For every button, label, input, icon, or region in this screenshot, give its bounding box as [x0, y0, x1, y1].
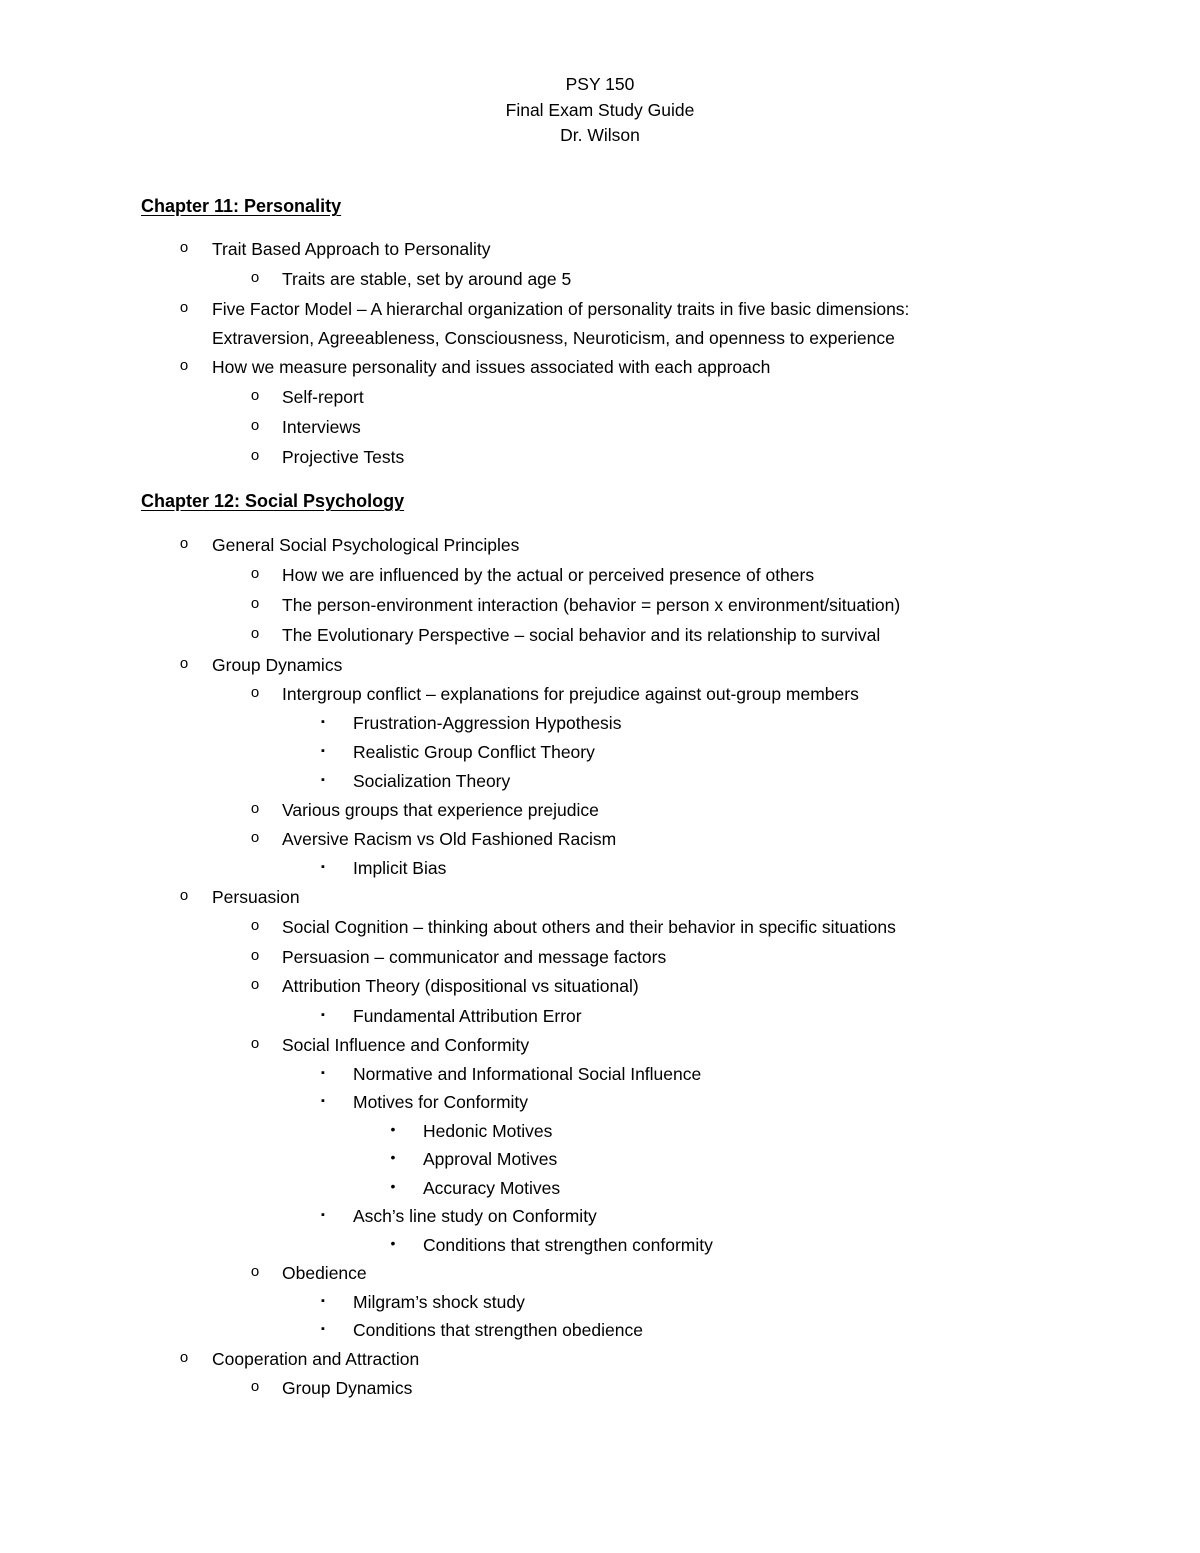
- list-item: o General Social Psychological Principles: [0, 535, 1200, 565]
- list-item: ▪ Normative and Informational Social Influence: [0, 1064, 1200, 1092]
- list-item: o How we measure personality and issues associated with each approach: [0, 357, 1200, 387]
- outline-bullet: o: [250, 565, 260, 582]
- outline-bullet: o: [250, 800, 260, 817]
- outline-bullet: ▪: [321, 1067, 325, 1079]
- outline-bullet: ▪: [321, 774, 325, 786]
- outline-bullet: o: [179, 535, 189, 552]
- document-header: [0, 72, 1200, 149]
- outline-bullet: •: [390, 1121, 396, 1137]
- instructor-name: Dr. Wilson: [560, 125, 640, 145]
- list-item: o How we are influenced by the actual or perceived presence of others: [0, 565, 1200, 595]
- list-item: o Group Dynamics: [0, 655, 1200, 684]
- list-item: o Five Factor Model – A hierarchal organization of personality traits in five basic dimensions:: [0, 299, 1200, 328]
- outline-bullet: o: [250, 269, 260, 286]
- list-item: o Intergroup conflict – explanations for prejudice against out-group members: [0, 684, 1200, 713]
- outline-bullet: ▪: [321, 745, 325, 757]
- outline-bullet: o: [250, 447, 260, 464]
- outline-bullet: o: [250, 829, 260, 846]
- chapter-12-heading: Chapter 12: Social Psychology: [141, 491, 405, 511]
- list-item: o Projective Tests: [0, 447, 1200, 477]
- list-item-continuation: Extraversion, Agreeableness, Consciousness, Neuroticism, and openness to experience: [212, 328, 895, 348]
- list-item: • Conditions that strengthen conformity: [0, 1235, 1200, 1263]
- list-item: o Obedience: [0, 1263, 1200, 1292]
- outline-bullet: ▪: [321, 1295, 325, 1307]
- course-code: PSY 150: [565, 74, 635, 94]
- outline-bullet: o: [250, 917, 260, 934]
- list-item: o Interviews: [0, 417, 1200, 447]
- outline-bullet: o: [179, 1349, 189, 1366]
- list-item: o Group Dynamics: [0, 1378, 1200, 1407]
- list-item: o Self-report: [0, 387, 1200, 417]
- list-item: o Persuasion – communicator and message factors: [0, 947, 1200, 976]
- list-item: o Social Influence and Conformity: [0, 1035, 1200, 1064]
- outline-bullet: o: [250, 684, 260, 701]
- outline-bullet: o: [250, 947, 260, 964]
- list-item: o Aversive Racism vs Old Fashioned Racism: [0, 829, 1200, 858]
- outline-bullet: ▪: [321, 716, 325, 728]
- list-item: o Trait Based Approach to Personality: [0, 239, 1200, 269]
- outline-bullet: o: [250, 387, 260, 404]
- outline-bullet: o: [179, 299, 189, 316]
- outline-bullet: o: [250, 417, 260, 434]
- list-item: ▪ Fundamental Attribution Error: [0, 1006, 1200, 1035]
- list-item: o Various groups that experience prejudice: [0, 800, 1200, 829]
- chapter-11-outline: [0, 239, 1200, 477]
- list-item: o Attribution Theory (dispositional vs situational): [0, 976, 1200, 1006]
- document-title: Final Exam Study Guide: [505, 99, 695, 120]
- outline-bullet: •: [390, 1235, 396, 1251]
- outline-bullet: o: [250, 1378, 260, 1395]
- list-item: ▪ Implicit Bias: [0, 858, 1200, 887]
- chapter-12-outline: [0, 535, 1200, 1407]
- list-item: o Persuasion: [0, 887, 1200, 917]
- list-item: • Hedonic Motives: [0, 1121, 1200, 1149]
- list-item: ▪ Frustration-Aggression Hypothesis: [0, 713, 1200, 742]
- list-item: • Accuracy Motives: [0, 1178, 1200, 1206]
- chapter-11-heading: Chapter 11: Personality: [141, 196, 342, 216]
- outline-bullet: o: [179, 887, 189, 904]
- list-item: ▪ Conditions that strengthen obedience: [0, 1320, 1200, 1349]
- outline-bullet: o: [179, 357, 189, 374]
- outline-bullet: ▪: [321, 1009, 325, 1021]
- outline-bullet: o: [250, 625, 260, 642]
- outline-bullet: ▪: [321, 1209, 325, 1221]
- outline-bullet: o: [179, 655, 189, 672]
- outline-bullet: •: [390, 1149, 396, 1165]
- outline-bullet: ▪: [321, 1095, 325, 1107]
- list-item: o Cooperation and Attraction: [0, 1349, 1200, 1378]
- list-item: o Traits are stable, set by around age 5: [0, 269, 1200, 299]
- list-item: ▪ Realistic Group Conflict Theory: [0, 742, 1200, 771]
- outline-bullet: •: [390, 1178, 396, 1194]
- list-item: o The person-environment interaction (behavior = person x environment/situation): [0, 595, 1200, 625]
- list-item: ▪ Motives for Conformity: [0, 1092, 1200, 1121]
- list-item: • Approval Motives: [0, 1149, 1200, 1178]
- list-item: ▪ Socialization Theory: [0, 771, 1200, 800]
- outline-bullet: o: [250, 595, 260, 612]
- list-item: o The Evolutionary Perspective – social behavior and its relationship to survival: [0, 625, 1200, 655]
- outline-bullet: o: [179, 239, 189, 256]
- list-item: ▪ Milgram’s shock study: [0, 1292, 1200, 1320]
- outline-bullet: ▪: [321, 1323, 325, 1335]
- list-item: o Social Cognition – thinking about others and their behavior in specific situations: [0, 917, 1200, 947]
- outline-bullet: ▪: [321, 861, 325, 873]
- outline-bullet: o: [250, 1263, 260, 1280]
- outline-bullet: o: [250, 1035, 260, 1052]
- list-item: ▪ Asch’s line study on Conformity: [0, 1206, 1200, 1235]
- outline-bullet: o: [250, 976, 260, 993]
